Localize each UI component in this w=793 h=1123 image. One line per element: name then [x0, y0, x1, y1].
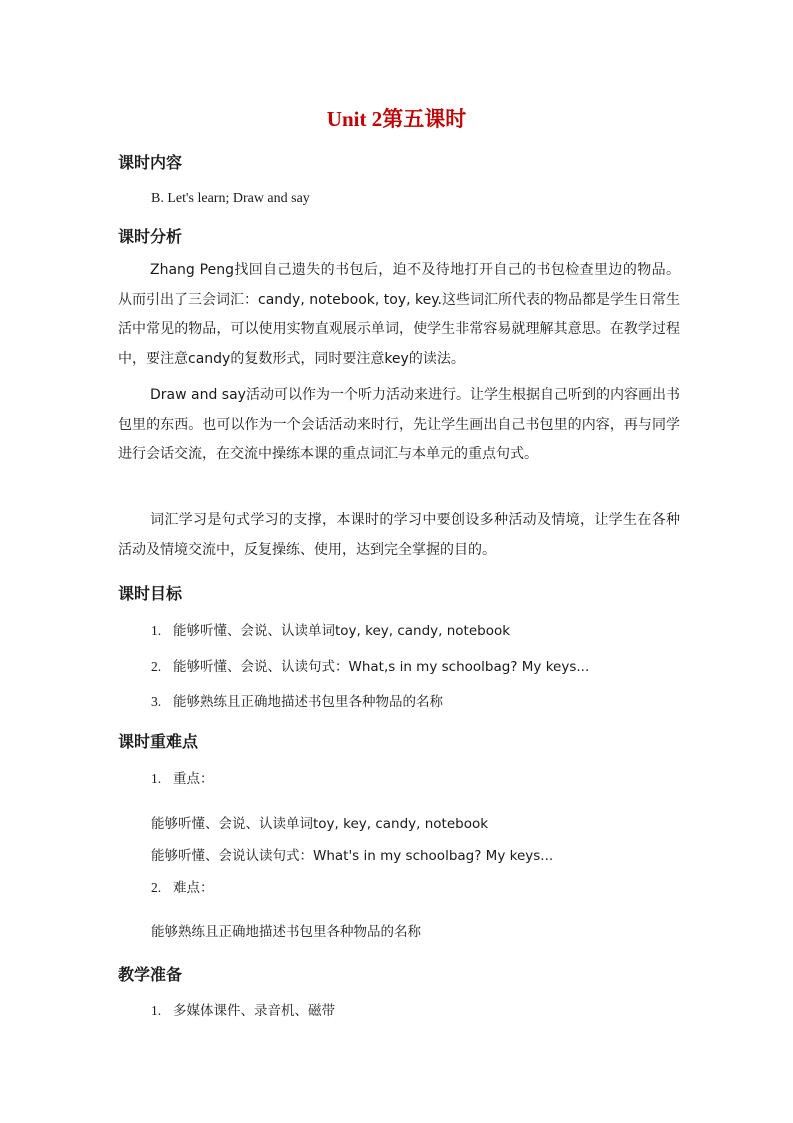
section-heading-preparation: 教学准备 [118, 965, 183, 984]
section-heading-goals: 课时目标 [118, 584, 183, 603]
preparation-item [151, 1000, 335, 1022]
goal-text: 能够熟练且正确地描述书包里各种物品的名称 [173, 694, 443, 710]
content-text: B. Let's learn; Draw and say [151, 191, 310, 206]
key-point-label [151, 768, 214, 790]
key-point-line: 能够听懂、会说认读句式：What's in my schoolbag? My keys... [151, 848, 554, 864]
goal-number: 2. [151, 659, 162, 674]
section-heading-analysis: 课时分析 [118, 227, 183, 246]
key-point-number: 1. [151, 771, 162, 786]
goal-text: 能够听懂、会说、认读句式：What,s in my schoolbag? My keys... [173, 659, 590, 675]
analysis-paragraph-1: Zhang Peng找回自己遗失的书包后，迫不及待地打开自己的书包检查里边的物品。从而引出了三会词汇：candy, notebook, toy, key.这些词汇所代表的物品都是学生日常生活中常见的物品，可以使用实物直观展示单词，使学生非常容易就理解其意思。在教学过程中，要注意candy的复数形式，同时要注意key的读法。 [118, 262, 680, 367]
difficult-point-label-text: 难点： [173, 880, 214, 896]
goal-text: 能够听懂、会说、认读单词toy, key, candy, notebook [173, 623, 511, 639]
section-heading-content: 课时内容 [118, 153, 183, 172]
goal-number: 3. [151, 694, 162, 709]
preparation-text: 多媒体课件、录音机、磁带 [173, 1003, 335, 1019]
document-title: Unit 2第五课时 [326, 107, 467, 131]
goal-item [151, 656, 589, 678]
goal-item [151, 691, 443, 713]
key-point-line: 能够听懂、会说、认读单词toy, key, candy, notebook [151, 816, 489, 832]
difficult-point-number: 2. [151, 880, 162, 895]
analysis-paragraph-3: 词汇学习是句式学习的支撑，本课时的学习中要创设多种活动及情境，让学生在各种活动及情境交流中，反复操练、使用，达到完全掌握的目的。 [118, 512, 680, 558]
preparation-number: 1. [151, 1003, 162, 1018]
key-point-label-text: 重点： [173, 771, 214, 787]
analysis-paragraph-2: Draw and say活动可以作为一个听力活动来进行。让学生根据自己听到的内容画出书包里的东西。也可以作为一个会话活动来时行，先让学生画出自己书包里的内容，再与同学进行会话交流，在交流中操练本课的重点词汇与本单元的重点句式。 [118, 387, 680, 462]
goal-item [151, 620, 510, 642]
difficult-point-label [151, 877, 214, 899]
difficult-point-line: 能够熟练且正确地描述书包里各种物品的名称 [151, 924, 421, 940]
section-heading-key-points: 课时重难点 [118, 732, 199, 751]
goal-number: 1. [151, 623, 162, 638]
